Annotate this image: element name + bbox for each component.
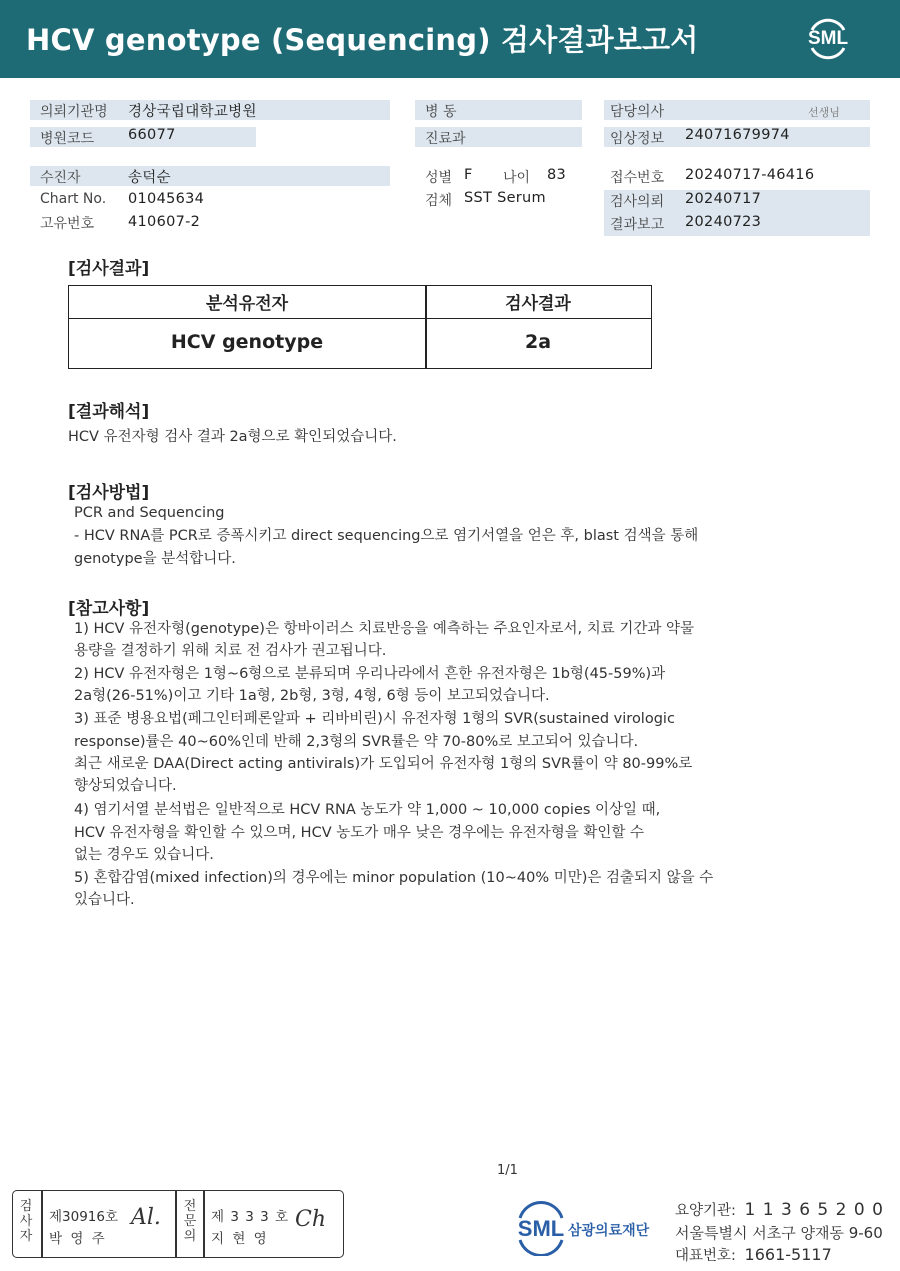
sig-divider xyxy=(203,1191,205,1257)
results-value: 2a xyxy=(524,331,552,353)
interpretation-text: HCV 유전자형 검사 결과 2a형으로 확인되었습니다. xyxy=(68,429,397,445)
method-section-title: [검사방법] xyxy=(68,483,150,503)
doctor-label: 담당의사 xyxy=(610,104,665,120)
note-line: 5) 혼합감염(mixed infection)의 경우에는 minor population (10~40% 미만)은 검출되지 않을 수 xyxy=(74,870,714,886)
doctor-suffix: 선생님 xyxy=(808,106,840,119)
page-number: 1/1 xyxy=(497,1163,518,1178)
specimen-value: SST Serum xyxy=(464,190,546,206)
examiner-license: 제30916호 xyxy=(49,1209,119,1225)
note-line: 향상되었습니다. xyxy=(74,778,177,794)
examiner-signature: Al. xyxy=(131,1205,161,1230)
sml-logo xyxy=(804,14,852,62)
institution-value: 경상국립대학교병원 xyxy=(128,104,257,120)
age-label: 나이 xyxy=(503,170,531,186)
specimen-label: 검체 xyxy=(425,193,453,209)
note-line: 용량을 결정하기 위해 치료 전 검사가 권고됩니다. xyxy=(74,643,387,659)
note-line: 있습니다. xyxy=(74,892,135,908)
signature-box xyxy=(12,1190,344,1258)
report-label: 결과보고 xyxy=(610,217,665,233)
phone-label: 대표번호: xyxy=(675,1248,736,1264)
specialist-label: 전 문 의 xyxy=(183,1199,197,1244)
sig-divider xyxy=(175,1191,177,1257)
hospital-code-value: 66077 xyxy=(128,127,176,143)
receipt-value: 20240717-46416 xyxy=(685,167,815,183)
dept-label: 진료과 xyxy=(425,131,466,147)
foundation-name: 삼광의료재단 xyxy=(568,1223,650,1239)
interpretation-section-title: [결과해석] xyxy=(68,402,150,422)
specialist-license: 제 3 3 3 호 xyxy=(211,1209,290,1225)
chart-label: Chart No. xyxy=(40,191,107,207)
foundation-logo xyxy=(512,1198,662,1258)
results-table xyxy=(68,285,652,369)
age-value: 83 xyxy=(547,167,567,183)
note-line: 2) HCV 유전자형은 1형~6형으로 분류되며 우리나라에서 흔한 유전자형은 1b형(45-59%)과 xyxy=(74,666,666,682)
method-line: PCR and Sequencing xyxy=(74,505,225,521)
request-value: 20240717 xyxy=(685,191,762,207)
patient-value: 송덕순 xyxy=(128,170,171,186)
phone-row xyxy=(675,1244,832,1265)
report-value: 20240723 xyxy=(685,214,762,230)
sex-label: 성별 xyxy=(425,170,453,186)
results-col-gene: 분석유전자 xyxy=(205,294,289,314)
footer-brand: SML xyxy=(517,1216,565,1241)
note-line: 없는 경우도 있습니다. xyxy=(74,847,214,863)
phone-number: 1661-5117 xyxy=(744,1245,832,1264)
clinical-label: 임상정보 xyxy=(610,131,665,147)
patient-label: 수진자 xyxy=(40,170,81,186)
report-header xyxy=(0,0,900,78)
notes-section-title: [참고사항] xyxy=(68,599,150,619)
results-gene: HCV genotype xyxy=(170,331,324,353)
institution-label: 의뢰기관명 xyxy=(40,104,108,120)
institution-code-label: 요양기관: xyxy=(675,1203,736,1219)
results-section-title: [검사결과] xyxy=(68,259,150,279)
method-line: genotype을 분석합니다. xyxy=(74,551,236,567)
footer-address: 서울특별시 서초구 양재동 9-60 xyxy=(675,1224,883,1242)
note-line: 2a형(26-51%)이고 기타 1a형, 2b형, 3형, 4형, 6형 등이 보고되었습니다. xyxy=(74,688,550,704)
examiner-name: 박 영 주 xyxy=(49,1231,107,1247)
sex-value: F xyxy=(464,167,473,183)
logo-text: SML xyxy=(807,28,849,49)
uid-label: 고유번호 xyxy=(40,216,95,232)
ward-label: 병 동 xyxy=(425,104,457,120)
institution-code: 1 1 3 6 5 2 0 0 xyxy=(744,1200,884,1220)
note-line: 최근 새로운 DAA(Direct acting antivirals)가 도입되어 유전자형 1형의 SVR률이 약 80-99%로 xyxy=(74,756,693,772)
note-line: 4) 염기서열 분석법은 일반적으로 HCV RNA 농도가 약 1,000 ~ 10,000 copies 이상일 때, xyxy=(74,802,661,818)
examiner-label: 검 사 자 xyxy=(19,1199,33,1244)
report-title: HCV genotype (Sequencing) 검사결과보고서 xyxy=(26,23,699,57)
note-line: response)률은 40~60%인데 반해 2,3형의 SVR률은 약 70-80%로 보고되어 있습니다. xyxy=(74,734,639,750)
info-bar-patient xyxy=(30,166,390,186)
uid-value: 410607-2 xyxy=(128,214,201,230)
method-line: - HCV RNA를 PCR로 증폭시키고 direct sequencing으로 염기서열을 얻은 후, blast 검색을 통해 xyxy=(74,528,699,544)
request-label: 검사의뢰 xyxy=(610,194,665,210)
note-line: 3) 표준 병용요법(페그인터페론알파 + 리바비린)시 유전자형 1형의 SVR(sustained virologic xyxy=(74,711,675,727)
note-line: 1) HCV 유전자형(genotype)은 항바이러스 치료반응을 예측하는 주요인자로서, 치료 기간과 약물 xyxy=(74,621,695,637)
receipt-label: 접수번호 xyxy=(610,170,665,186)
specialist-signature: Ch xyxy=(295,1207,327,1232)
note-line: HCV 유전자형을 확인할 수 있으며, HCV 농도가 매우 낮은 경우에는 유전자형을 확인할 수 xyxy=(74,825,645,841)
institution-code-row xyxy=(675,1199,884,1220)
hospital-code-label: 병원코드 xyxy=(40,131,95,147)
chart-value: 01045634 xyxy=(128,191,205,207)
clinical-value: 24071679974 xyxy=(685,127,790,143)
sig-divider xyxy=(41,1191,43,1257)
specialist-name: 지 현 영 xyxy=(211,1231,269,1247)
results-col-value: 검사결과 xyxy=(505,294,571,314)
